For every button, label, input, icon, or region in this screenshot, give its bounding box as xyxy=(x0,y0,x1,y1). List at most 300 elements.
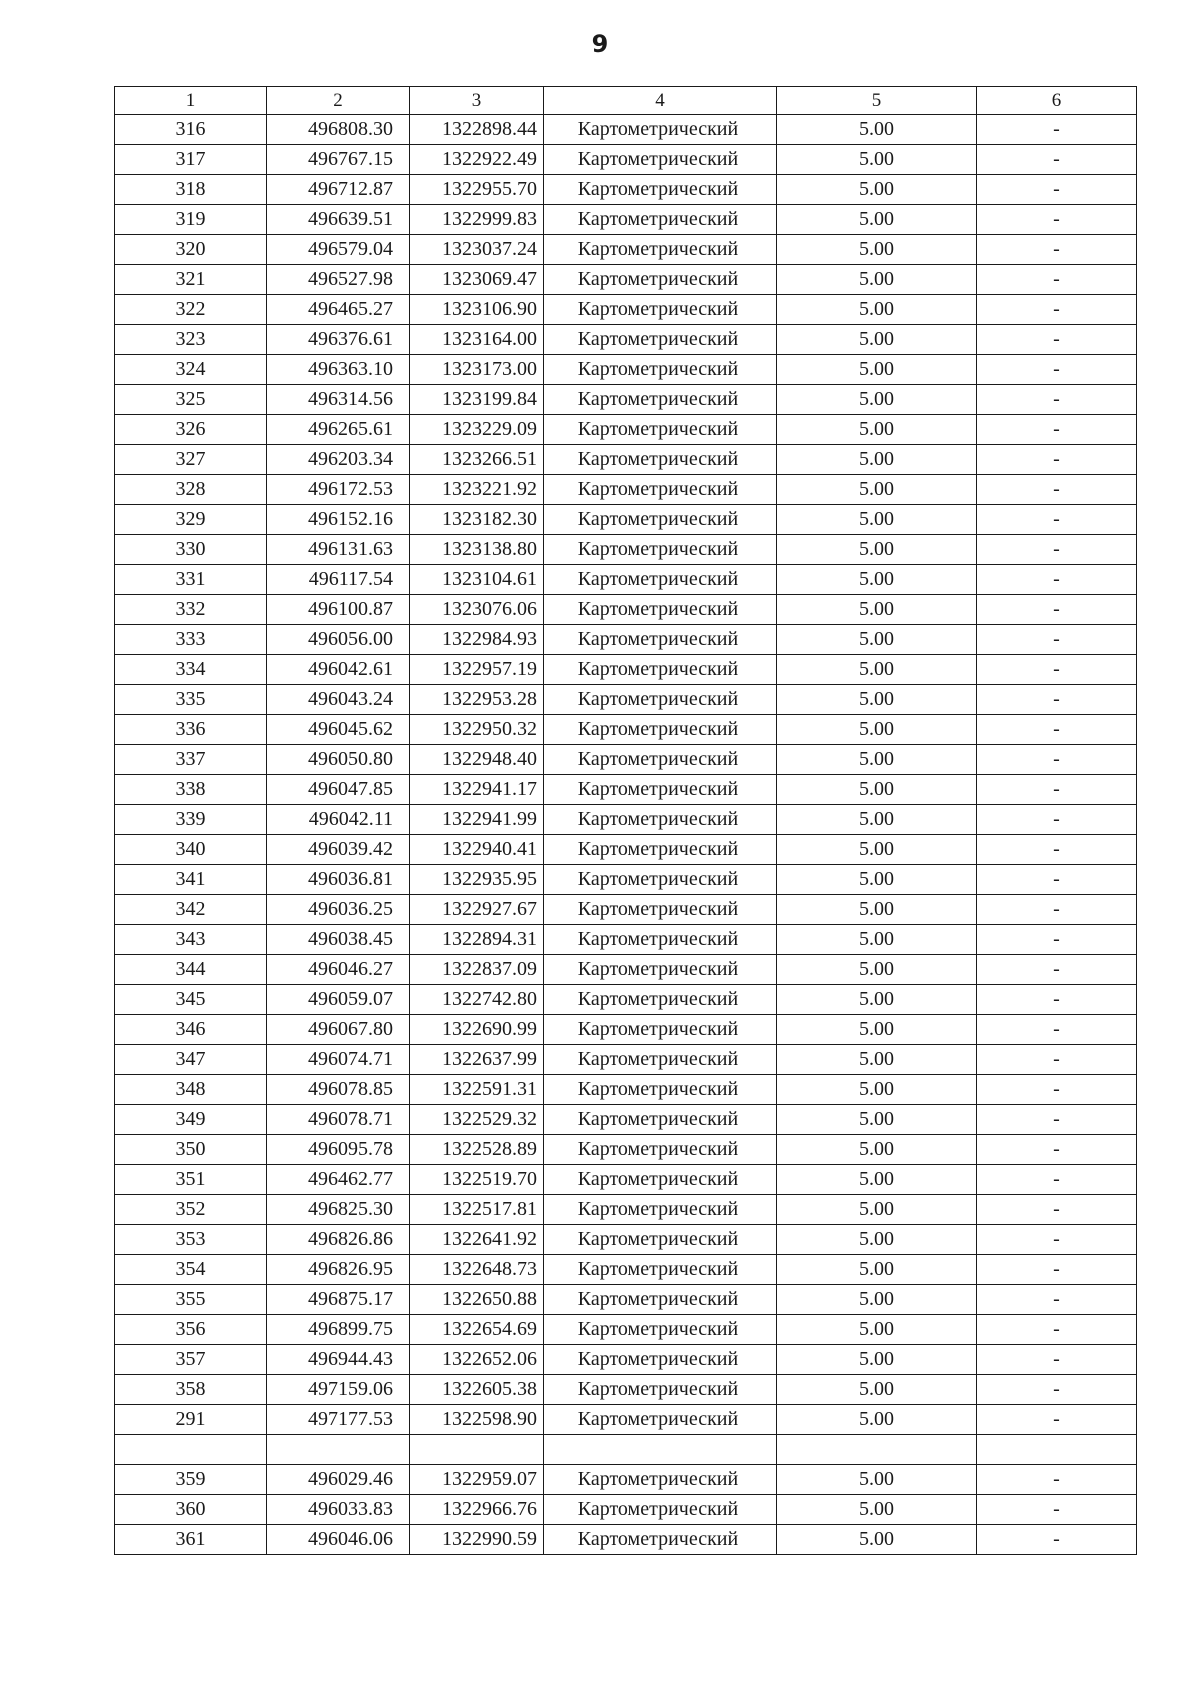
note-cell: - xyxy=(977,1135,1137,1165)
point-number-cell: 337 xyxy=(115,745,267,775)
table-row xyxy=(115,595,1137,625)
y-coordinate-cell: 1322598.90 xyxy=(410,1405,544,1435)
x-coordinate-cell: 497177.53 xyxy=(267,1405,410,1435)
method-cell: Картометрический xyxy=(544,1405,777,1435)
method-cell: Картометрический xyxy=(544,445,777,475)
point-number-cell: 349 xyxy=(115,1105,267,1135)
point-number-cell: 352 xyxy=(115,1195,267,1225)
note-cell: - xyxy=(977,1525,1137,1555)
header-row xyxy=(115,87,1137,115)
method-cell: Картометрический xyxy=(544,775,777,805)
note-cell: - xyxy=(977,565,1137,595)
point-number-cell: 342 xyxy=(115,895,267,925)
note-cell: - xyxy=(977,1105,1137,1135)
accuracy-cell: 5.00 xyxy=(777,475,977,505)
accuracy-cell: 5.00 xyxy=(777,355,977,385)
y-coordinate-cell: 1322742.80 xyxy=(410,985,544,1015)
accuracy-cell: 5.00 xyxy=(777,1135,977,1165)
x-coordinate-cell: 496376.61 xyxy=(267,325,410,355)
accuracy-cell: 5.00 xyxy=(777,265,977,295)
accuracy-cell: 5.00 xyxy=(777,1165,977,1195)
note-cell: - xyxy=(977,1165,1137,1195)
accuracy-cell: 5.00 xyxy=(777,1195,977,1225)
accuracy-cell: 5.00 xyxy=(777,1495,977,1525)
y-coordinate-cell: 1323106.90 xyxy=(410,295,544,325)
x-coordinate-cell: 497159.06 xyxy=(267,1375,410,1405)
note-cell: - xyxy=(977,1345,1137,1375)
point-number-cell: 359 xyxy=(115,1465,267,1495)
y-coordinate-cell: 1322950.32 xyxy=(410,715,544,745)
accuracy-cell: 5.00 xyxy=(777,895,977,925)
method-cell: Картометрический xyxy=(544,505,777,535)
x-coordinate-cell: 496527.98 xyxy=(267,265,410,295)
table-row xyxy=(115,1105,1137,1135)
accuracy-cell: 5.00 xyxy=(777,865,977,895)
method-cell: Картометрический xyxy=(544,625,777,655)
method-cell: Картометрический xyxy=(544,805,777,835)
y-coordinate-cell: 1322591.31 xyxy=(410,1075,544,1105)
method-cell: Картометрический xyxy=(544,115,777,145)
note-cell: - xyxy=(977,895,1137,925)
x-coordinate-cell: 496042.61 xyxy=(267,655,410,685)
x-coordinate-cell: 496038.45 xyxy=(267,925,410,955)
table-row xyxy=(115,1135,1137,1165)
accuracy-cell: 5.00 xyxy=(777,1345,977,1375)
x-coordinate-cell: 496100.87 xyxy=(267,595,410,625)
accuracy-cell: 5.00 xyxy=(777,235,977,265)
point-number-cell: 316 xyxy=(115,115,267,145)
accuracy-cell: 5.00 xyxy=(777,1285,977,1315)
y-coordinate-cell: 1322999.83 xyxy=(410,205,544,235)
x-coordinate-cell: 496078.85 xyxy=(267,1075,410,1105)
y-coordinate-cell: 1323173.00 xyxy=(410,355,544,385)
method-cell: Картометрический xyxy=(544,565,777,595)
y-coordinate-cell: 1322955.70 xyxy=(410,175,544,205)
y-coordinate-cell: 1323104.61 xyxy=(410,565,544,595)
table-row xyxy=(115,1465,1137,1495)
point-number-cell: 357 xyxy=(115,1345,267,1375)
x-coordinate-cell: 496067.80 xyxy=(267,1015,410,1045)
y-coordinate-cell: 1323037.24 xyxy=(410,235,544,265)
point-number-cell: 319 xyxy=(115,205,267,235)
accuracy-cell: 5.00 xyxy=(777,145,977,175)
x-coordinate-cell: 496036.25 xyxy=(267,895,410,925)
method-cell: Картометрический xyxy=(544,1075,777,1105)
accuracy-cell: 5.00 xyxy=(777,415,977,445)
table-row xyxy=(115,1345,1137,1375)
method-cell: Картометрический xyxy=(544,865,777,895)
note-cell: - xyxy=(977,445,1137,475)
accuracy-cell: 5.00 xyxy=(777,535,977,565)
method-cell: Картометрический xyxy=(544,1345,777,1375)
y-coordinate-cell: 1323164.00 xyxy=(410,325,544,355)
accuracy-cell: 5.00 xyxy=(777,1255,977,1285)
table-row xyxy=(115,865,1137,895)
table-row xyxy=(115,1315,1137,1345)
x-coordinate-cell: 496808.30 xyxy=(267,115,410,145)
accuracy-cell xyxy=(777,1435,977,1465)
table-row xyxy=(115,775,1137,805)
point-number-cell: 358 xyxy=(115,1375,267,1405)
method-cell: Картометрический xyxy=(544,985,777,1015)
table-row xyxy=(115,295,1137,325)
note-cell: - xyxy=(977,1315,1137,1345)
note-cell: - xyxy=(977,1015,1137,1045)
note-cell: - xyxy=(977,1195,1137,1225)
point-number-cell: 322 xyxy=(115,295,267,325)
note-cell: - xyxy=(977,1465,1137,1495)
method-cell: Картометрический xyxy=(544,715,777,745)
note-cell: - xyxy=(977,715,1137,745)
x-coordinate-cell: 496078.71 xyxy=(267,1105,410,1135)
y-coordinate-cell: 1322690.99 xyxy=(410,1015,544,1045)
note-cell: - xyxy=(977,1285,1137,1315)
table-row xyxy=(115,415,1137,445)
table-header xyxy=(115,87,1137,115)
table-body xyxy=(115,115,1137,1555)
x-coordinate-cell: 496117.54 xyxy=(267,565,410,595)
x-coordinate-cell: 496172.53 xyxy=(267,475,410,505)
y-coordinate-cell: 1322641.92 xyxy=(410,1225,544,1255)
point-number-cell: 348 xyxy=(115,1075,267,1105)
table-row xyxy=(115,115,1137,145)
table-row xyxy=(115,895,1137,925)
method-cell: Картометрический xyxy=(544,1495,777,1525)
x-coordinate-cell: 496036.81 xyxy=(267,865,410,895)
y-coordinate-cell: 1323138.80 xyxy=(410,535,544,565)
point-number-cell: 347 xyxy=(115,1045,267,1075)
accuracy-cell: 5.00 xyxy=(777,1315,977,1345)
point-number-cell: 345 xyxy=(115,985,267,1015)
x-coordinate-cell: 496363.10 xyxy=(267,355,410,385)
accuracy-cell: 5.00 xyxy=(777,775,977,805)
accuracy-cell: 5.00 xyxy=(777,955,977,985)
y-coordinate-cell: 1322941.17 xyxy=(410,775,544,805)
x-coordinate-cell: 496899.75 xyxy=(267,1315,410,1345)
note-cell: - xyxy=(977,655,1137,685)
y-coordinate-cell: 1322959.07 xyxy=(410,1465,544,1495)
x-coordinate-cell: 496042.11 xyxy=(267,805,410,835)
y-coordinate-cell: 1323069.47 xyxy=(410,265,544,295)
table-row xyxy=(115,235,1137,265)
point-number-cell: 328 xyxy=(115,475,267,505)
accuracy-cell: 5.00 xyxy=(777,115,977,145)
method-cell: Картометрический xyxy=(544,1195,777,1225)
accuracy-cell: 5.00 xyxy=(777,1045,977,1075)
table-row xyxy=(115,745,1137,775)
point-number-cell: 327 xyxy=(115,445,267,475)
table-row xyxy=(115,175,1137,205)
y-coordinate-cell: 1322894.31 xyxy=(410,925,544,955)
accuracy-cell: 5.00 xyxy=(777,925,977,955)
table-row xyxy=(115,655,1137,685)
table-row xyxy=(115,505,1137,535)
method-cell: Картометрический xyxy=(544,1375,777,1405)
y-coordinate-cell: 1322652.06 xyxy=(410,1345,544,1375)
y-coordinate-cell: 1322528.89 xyxy=(410,1135,544,1165)
table-row xyxy=(115,1495,1137,1525)
y-coordinate-cell: 1323076.06 xyxy=(410,595,544,625)
point-number-cell: 291 xyxy=(115,1405,267,1435)
method-cell: Картометрический xyxy=(544,955,777,985)
x-coordinate-cell: 496046.27 xyxy=(267,955,410,985)
y-coordinate-cell: 1322957.19 xyxy=(410,655,544,685)
y-coordinate-cell: 1322984.93 xyxy=(410,625,544,655)
x-coordinate-cell: 496944.43 xyxy=(267,1345,410,1375)
table-row xyxy=(115,1285,1137,1315)
table-row xyxy=(115,925,1137,955)
accuracy-cell: 5.00 xyxy=(777,985,977,1015)
method-cell: Картометрический xyxy=(544,1525,777,1555)
accuracy-cell: 5.00 xyxy=(777,715,977,745)
note-cell: - xyxy=(977,205,1137,235)
accuracy-cell: 5.00 xyxy=(777,1075,977,1105)
table-row xyxy=(115,1075,1137,1105)
x-coordinate-cell: 496131.63 xyxy=(267,535,410,565)
method-cell: Картометрический xyxy=(544,925,777,955)
method-cell: Картометрический xyxy=(544,175,777,205)
point-number-cell: 360 xyxy=(115,1495,267,1525)
y-coordinate-cell: 1322605.38 xyxy=(410,1375,544,1405)
accuracy-cell: 5.00 xyxy=(777,505,977,535)
table-row xyxy=(115,445,1137,475)
method-cell: Картометрический xyxy=(544,355,777,385)
accuracy-cell: 5.00 xyxy=(777,565,977,595)
header-cell-5: 5 xyxy=(777,87,977,115)
method-cell: Картометрический xyxy=(544,1465,777,1495)
point-number-cell: 320 xyxy=(115,235,267,265)
note-cell: - xyxy=(977,1405,1137,1435)
point-number-cell: 353 xyxy=(115,1225,267,1255)
table-row xyxy=(115,385,1137,415)
note-cell: - xyxy=(977,535,1137,565)
point-number-cell: 317 xyxy=(115,145,267,175)
accuracy-cell: 5.00 xyxy=(777,1225,977,1255)
note-cell: - xyxy=(977,415,1137,445)
table-row xyxy=(115,985,1137,1015)
point-number-cell: 356 xyxy=(115,1315,267,1345)
point-number-cell: 334 xyxy=(115,655,267,685)
x-coordinate-cell: 496059.07 xyxy=(267,985,410,1015)
y-coordinate-cell: 1322990.59 xyxy=(410,1525,544,1555)
point-number-cell: 331 xyxy=(115,565,267,595)
x-coordinate-cell: 496826.86 xyxy=(267,1225,410,1255)
x-coordinate-cell: 496033.83 xyxy=(267,1495,410,1525)
x-coordinate-cell: 496095.78 xyxy=(267,1135,410,1165)
note-cell: - xyxy=(977,775,1137,805)
x-coordinate-cell: 496046.06 xyxy=(267,1525,410,1555)
x-coordinate-cell: 496050.80 xyxy=(267,745,410,775)
note-cell: - xyxy=(977,385,1137,415)
method-cell: Картометрический xyxy=(544,415,777,445)
point-number-cell: 330 xyxy=(115,535,267,565)
x-coordinate-cell: 496047.85 xyxy=(267,775,410,805)
accuracy-cell: 5.00 xyxy=(777,205,977,235)
point-number-cell: 326 xyxy=(115,415,267,445)
point-number-cell: 354 xyxy=(115,1255,267,1285)
point-number-cell: 361 xyxy=(115,1525,267,1555)
note-cell: - xyxy=(977,1255,1137,1285)
point-number-cell: 338 xyxy=(115,775,267,805)
table-row xyxy=(115,1225,1137,1255)
y-coordinate-cell: 1322517.81 xyxy=(410,1195,544,1225)
method-cell: Картометрический xyxy=(544,325,777,355)
header-cell-2: 2 xyxy=(267,87,410,115)
method-cell: Картометрический xyxy=(544,265,777,295)
note-cell: - xyxy=(977,925,1137,955)
x-coordinate-cell: 496043.24 xyxy=(267,685,410,715)
accuracy-cell: 5.00 xyxy=(777,1465,977,1495)
point-number-cell: 336 xyxy=(115,715,267,745)
point-number-cell: 324 xyxy=(115,355,267,385)
x-coordinate-cell: 496579.04 xyxy=(267,235,410,265)
note-cell: - xyxy=(977,1075,1137,1105)
accuracy-cell: 5.00 xyxy=(777,175,977,205)
point-number-cell: 332 xyxy=(115,595,267,625)
table-row xyxy=(115,955,1137,985)
x-coordinate-cell: 496056.00 xyxy=(267,625,410,655)
note-cell: - xyxy=(977,1225,1137,1255)
method-cell: Картометрический xyxy=(544,895,777,925)
accuracy-cell: 5.00 xyxy=(777,1015,977,1045)
note-cell: - xyxy=(977,355,1137,385)
method-cell: Картометрический xyxy=(544,1315,777,1345)
y-coordinate-cell: 1322637.99 xyxy=(410,1045,544,1075)
table-row xyxy=(115,1045,1137,1075)
x-coordinate-cell: 496465.27 xyxy=(267,295,410,325)
note-cell: - xyxy=(977,265,1137,295)
x-coordinate-cell: 496639.51 xyxy=(267,205,410,235)
y-coordinate-cell: 1322953.28 xyxy=(410,685,544,715)
method-cell: Картометрический xyxy=(544,1285,777,1315)
coordinates-table xyxy=(114,86,1137,1555)
x-coordinate-cell: 496825.30 xyxy=(267,1195,410,1225)
table-row xyxy=(115,145,1137,175)
accuracy-cell: 5.00 xyxy=(777,745,977,775)
x-coordinate-cell: 496712.87 xyxy=(267,175,410,205)
x-coordinate-cell: 496314.56 xyxy=(267,385,410,415)
y-coordinate-cell: 1322650.88 xyxy=(410,1285,544,1315)
header-cell-1: 1 xyxy=(115,87,267,115)
note-cell: - xyxy=(977,985,1137,1015)
x-coordinate-cell xyxy=(267,1435,410,1465)
method-cell: Картометрический xyxy=(544,385,777,415)
table-row xyxy=(115,565,1137,595)
y-coordinate-cell: 1323221.92 xyxy=(410,475,544,505)
table-row xyxy=(115,1375,1137,1405)
method-cell: Картометрический xyxy=(544,235,777,265)
note-cell: - xyxy=(977,1375,1137,1405)
note-cell: - xyxy=(977,235,1137,265)
accuracy-cell: 5.00 xyxy=(777,625,977,655)
table-row xyxy=(115,325,1137,355)
point-number-cell: 344 xyxy=(115,955,267,985)
point-number-cell: 339 xyxy=(115,805,267,835)
method-cell: Картометрический xyxy=(544,835,777,865)
page-number: 9 xyxy=(591,30,609,58)
y-coordinate-cell: 1323199.84 xyxy=(410,385,544,415)
accuracy-cell: 5.00 xyxy=(777,1405,977,1435)
note-cell: - xyxy=(977,835,1137,865)
method-cell: Картометрический xyxy=(544,1255,777,1285)
y-coordinate-cell: 1322966.76 xyxy=(410,1495,544,1525)
point-number-cell: 340 xyxy=(115,835,267,865)
y-coordinate-cell: 1322935.95 xyxy=(410,865,544,895)
table-row xyxy=(115,355,1137,385)
x-coordinate-cell: 496462.77 xyxy=(267,1165,410,1195)
x-coordinate-cell: 496039.42 xyxy=(267,835,410,865)
point-number-cell: 350 xyxy=(115,1135,267,1165)
method-cell: Картометрический xyxy=(544,145,777,175)
method-cell: Картометрический xyxy=(544,1045,777,1075)
method-cell: Картометрический xyxy=(544,685,777,715)
table-row xyxy=(115,625,1137,655)
x-coordinate-cell: 496203.34 xyxy=(267,445,410,475)
note-cell: - xyxy=(977,145,1137,175)
point-number-cell: 333 xyxy=(115,625,267,655)
y-coordinate-cell: 1322898.44 xyxy=(410,115,544,145)
accuracy-cell: 5.00 xyxy=(777,325,977,355)
note-cell xyxy=(977,1435,1137,1465)
y-coordinate-cell: 1322941.99 xyxy=(410,805,544,835)
y-coordinate-cell: 1322940.41 xyxy=(410,835,544,865)
point-number-cell: 329 xyxy=(115,505,267,535)
x-coordinate-cell: 496029.46 xyxy=(267,1465,410,1495)
note-cell: - xyxy=(977,685,1137,715)
note-cell: - xyxy=(977,865,1137,895)
point-number-cell: 341 xyxy=(115,865,267,895)
y-coordinate-cell: 1323182.30 xyxy=(410,505,544,535)
point-number-cell xyxy=(115,1435,267,1465)
note-cell: - xyxy=(977,475,1137,505)
method-cell: Картометрический xyxy=(544,1165,777,1195)
x-coordinate-cell: 496074.71 xyxy=(267,1045,410,1075)
note-cell: - xyxy=(977,1045,1137,1075)
point-number-cell: 346 xyxy=(115,1015,267,1045)
table-row xyxy=(115,1525,1137,1555)
table-row xyxy=(115,475,1137,505)
method-cell: Картометрический xyxy=(544,535,777,565)
y-coordinate-cell: 1322648.73 xyxy=(410,1255,544,1285)
point-number-cell: 325 xyxy=(115,385,267,415)
table-row xyxy=(115,1015,1137,1045)
y-coordinate-cell: 1322654.69 xyxy=(410,1315,544,1345)
y-coordinate-cell: 1323229.09 xyxy=(410,415,544,445)
accuracy-cell: 5.00 xyxy=(777,1525,977,1555)
table-row xyxy=(115,1435,1137,1465)
note-cell: - xyxy=(977,745,1137,775)
note-cell: - xyxy=(977,625,1137,655)
y-coordinate-cell: 1322948.40 xyxy=(410,745,544,775)
table-row xyxy=(115,535,1137,565)
table-row xyxy=(115,205,1137,235)
point-number-cell: 318 xyxy=(115,175,267,205)
table-row xyxy=(115,1405,1137,1435)
method-cell: Картометрический xyxy=(544,655,777,685)
method-cell: Картометрический xyxy=(544,1105,777,1135)
y-coordinate-cell: 1322927.67 xyxy=(410,895,544,925)
table-row xyxy=(115,1165,1137,1195)
x-coordinate-cell: 496152.16 xyxy=(267,505,410,535)
point-number-cell: 355 xyxy=(115,1285,267,1315)
x-coordinate-cell: 496265.61 xyxy=(267,415,410,445)
y-coordinate-cell: 1322837.09 xyxy=(410,955,544,985)
accuracy-cell: 5.00 xyxy=(777,595,977,625)
note-cell: - xyxy=(977,1495,1137,1525)
table-row xyxy=(115,1255,1137,1285)
accuracy-cell: 5.00 xyxy=(777,685,977,715)
accuracy-cell: 5.00 xyxy=(777,295,977,325)
